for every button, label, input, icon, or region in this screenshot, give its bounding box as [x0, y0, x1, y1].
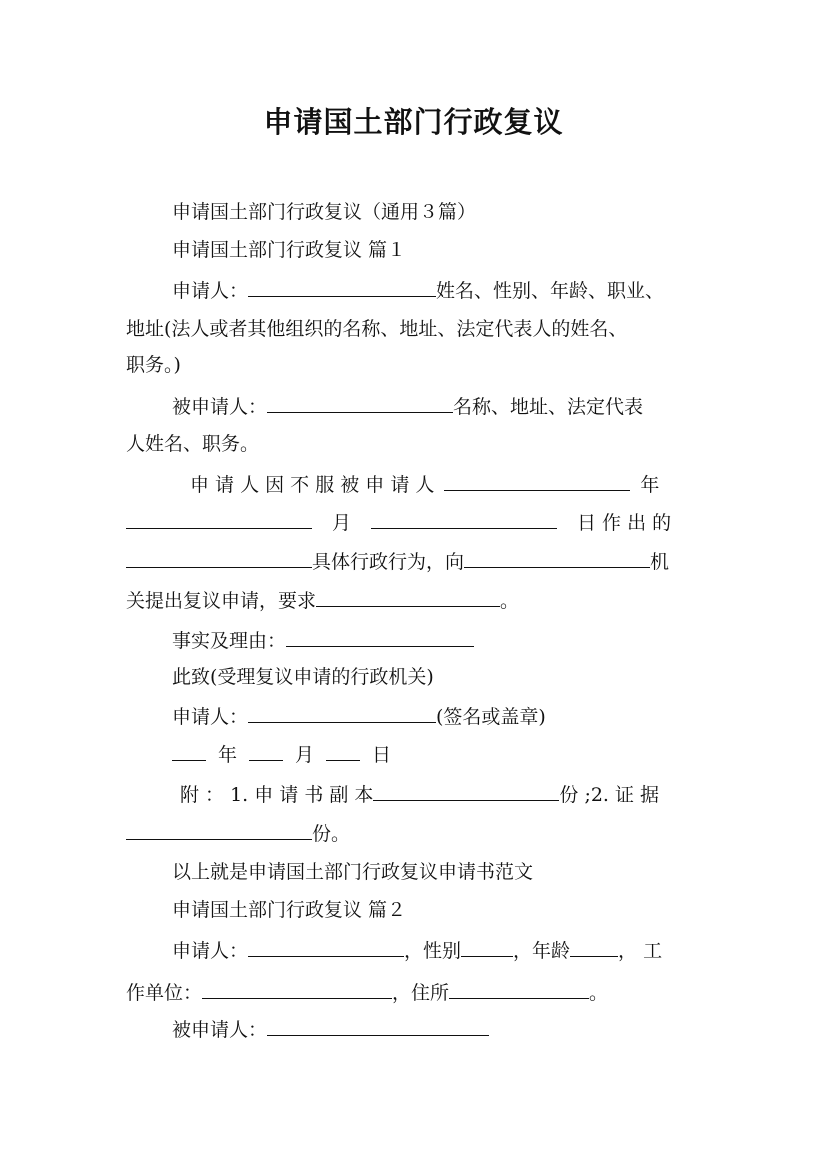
residence-end: 。	[589, 982, 609, 1004]
signature-note: (签名或盖章)	[436, 706, 546, 728]
year-label: 年	[640, 474, 660, 496]
act-blank	[126, 549, 312, 568]
workplace-label: 作单位：	[126, 982, 203, 1004]
organ-label: 机	[650, 551, 670, 573]
sign-year-label: 年	[218, 744, 238, 766]
organ-blank	[464, 549, 650, 568]
gender-label: ，性别	[404, 940, 462, 962]
attachment-text: 附 ： 1. 申 请 书 副 本	[180, 784, 374, 806]
section-heading-1: 申请国土部门行政复议 篇１	[172, 239, 407, 261]
applicant-desc: 姓名、性别、年龄、职业、	[436, 280, 665, 302]
act-line	[126, 549, 669, 574]
copies-blank	[373, 782, 559, 801]
respondent2-line	[172, 1017, 489, 1042]
age-blank	[570, 938, 618, 957]
residence-blank	[449, 980, 589, 999]
act-text: 具体行政行为，向	[312, 551, 465, 573]
gender-blank	[461, 938, 513, 957]
respondent-label: 被申请人：	[172, 396, 268, 418]
request-blank	[316, 588, 500, 607]
day-blank	[371, 510, 557, 529]
workplace-blank	[202, 980, 392, 999]
work-label: ， 工	[618, 940, 663, 962]
decision-text: 申 请 人 因 不 服 被 申 请 人	[190, 474, 435, 496]
applicant-label: 申请人：	[172, 280, 249, 302]
age-label: ，年龄	[513, 940, 571, 962]
evidence-line	[126, 821, 350, 846]
signature-blank	[248, 704, 436, 723]
evidence-blank	[126, 821, 312, 840]
section-heading-2: 申请国土部门行政复议 篇２	[172, 899, 407, 921]
sign-day-label: 日	[372, 744, 392, 766]
request-end: 。	[500, 590, 520, 612]
applicant2-label: 申请人：	[172, 940, 249, 962]
applicant-desc-cont: 地址(法人或者其他组织的名称、地址、法定代表人的姓名、	[126, 318, 628, 340]
facts-blank	[286, 628, 474, 647]
year-blank	[444, 472, 630, 491]
respondent-desc: 名称、地址、法定代表	[453, 396, 644, 418]
evidence-end: 份。	[312, 823, 351, 845]
respondent-blank	[267, 394, 453, 413]
respondent-desc-cont: 人姓名、职务。	[126, 433, 260, 455]
request-line	[126, 588, 519, 613]
sign-date-line	[172, 742, 391, 767]
respondent-line	[172, 394, 643, 419]
document-title: 申请国土部门行政复议	[263, 105, 564, 139]
closing-line: 以上就是申请国土部门行政复议申请书范文	[172, 861, 534, 883]
paragraph-heading: 申请国土部门行政复议（通用３篇）	[172, 201, 477, 223]
respondent2-blank	[267, 1017, 489, 1036]
sign-year-blank	[172, 742, 206, 761]
residence-label: ，住所	[392, 982, 450, 1004]
day-label: 日 作 出 的	[577, 512, 672, 534]
respondent2-label: 被申请人：	[172, 1019, 268, 1041]
applicant-desc-end: 职务。)	[126, 354, 181, 376]
decision-line	[190, 472, 659, 497]
sign-day-blank	[326, 742, 360, 761]
applicant2-blank	[248, 938, 404, 957]
facts-label: 事实及理由：	[172, 630, 287, 652]
facts-line	[172, 628, 474, 653]
signature-label: 申请人：	[172, 706, 249, 728]
month-blank-pre	[126, 510, 312, 529]
signature-line	[172, 704, 546, 729]
applicant2-line	[172, 938, 662, 963]
salutation-line: 此致(受理复议申请的行政机关)	[172, 666, 434, 688]
sign-month-label: 月	[295, 744, 315, 766]
applicant-line	[172, 278, 664, 303]
attachment-line	[180, 782, 659, 807]
workplace-line	[126, 980, 608, 1005]
month-label: 月	[332, 512, 352, 534]
date-line	[126, 510, 671, 535]
request-text: 关提出复议申请，要求	[126, 590, 317, 612]
sign-month-blank	[249, 742, 283, 761]
applicant-blank	[248, 278, 436, 297]
evidence-text: 份 ;2. 证 据	[559, 784, 660, 806]
